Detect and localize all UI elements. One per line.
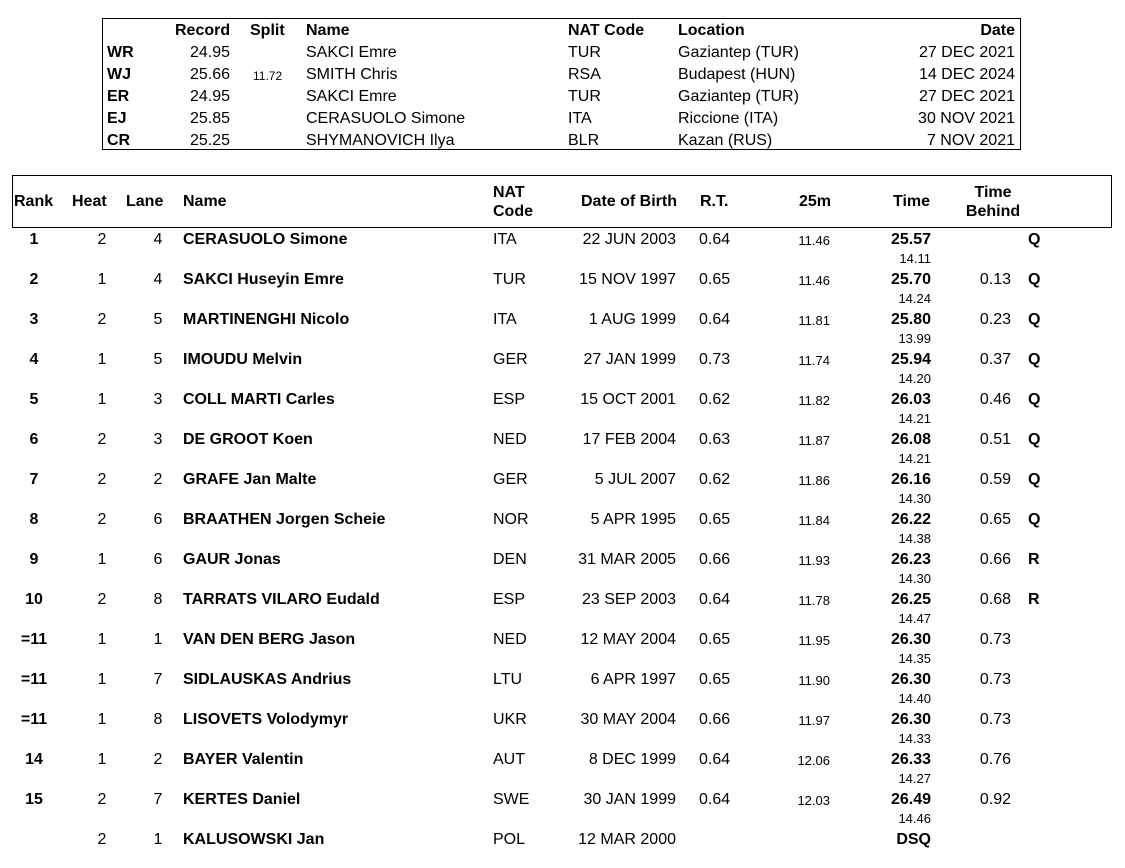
result-behind: 0.65	[979, 511, 1011, 528]
record-name: SMITH Chris	[306, 66, 398, 83]
result-row	[0, 708, 1125, 748]
result-row	[0, 228, 1125, 268]
result-dob: 12 MAR 2000	[578, 831, 676, 848]
result-row	[0, 668, 1125, 708]
result-dob: 12 MAY 2004	[580, 631, 676, 648]
result-rt: 0.64	[699, 231, 731, 248]
result-name: KERTES Daniel	[183, 791, 301, 808]
result-time: 26.03	[890, 391, 931, 408]
result-split: 11.46	[798, 273, 830, 288]
result-name: VAN DEN BERG Jason	[183, 631, 356, 648]
result-rt: 0.63	[699, 431, 731, 448]
result-rt: 0.73	[699, 351, 731, 368]
result-dob: 5 APR 1995	[590, 511, 676, 528]
record-location: Kazan (RUS)	[678, 132, 773, 149]
result-heat: 2	[97, 431, 107, 448]
header-nat-line2: Code	[493, 203, 533, 220]
result-second: 14.11	[899, 251, 931, 266]
result-rank: 8	[29, 511, 39, 528]
result-rt: 0.64	[699, 311, 731, 328]
result-nat: ITA	[493, 311, 517, 328]
result-behind: 0.92	[979, 791, 1011, 808]
result-second: 13.99	[898, 331, 931, 346]
result-name: BRAATHEN Jorgen Scheie	[183, 511, 386, 528]
record-location: Budapest (HUN)	[678, 66, 796, 83]
result-time: 25.70	[890, 271, 931, 288]
result-row	[0, 588, 1125, 628]
result-q: Q	[1028, 471, 1041, 488]
result-behind: 0.59	[979, 471, 1011, 488]
result-split: 11.97	[798, 713, 830, 728]
result-heat: 2	[97, 471, 107, 488]
result-rt: 0.66	[699, 551, 731, 568]
result-behind: 0.73	[979, 711, 1011, 728]
header-split: 25m	[799, 193, 832, 210]
result-q: Q	[1028, 271, 1041, 288]
result-time: 26.16	[890, 471, 931, 488]
header-name: Name	[183, 193, 227, 210]
result-dob: 1 AUG 1999	[588, 311, 676, 328]
record-code: WR	[107, 44, 134, 61]
result-name: CERASUOLO Simone	[183, 231, 348, 248]
result-rank: =11	[20, 671, 48, 688]
result-second: 14.38	[898, 531, 931, 546]
result-q: Q	[1028, 351, 1041, 368]
records-table	[102, 18, 1021, 150]
result-behind: 0.13	[979, 271, 1011, 288]
result-time: 26.23	[890, 551, 931, 568]
result-row	[0, 748, 1125, 788]
result-split: 11.74	[798, 353, 830, 368]
result-nat: DEN	[493, 551, 527, 568]
records-header-location: Location	[678, 22, 745, 39]
result-second: 14.30	[898, 491, 931, 506]
record-date: 7 NOV 2021	[926, 132, 1015, 149]
header-behind-line1: Time	[974, 184, 1012, 201]
result-time: 25.94	[890, 351, 931, 368]
result-nat: NOR	[493, 511, 529, 528]
header-rank: Rank	[14, 193, 54, 210]
result-split: 11.46	[798, 233, 830, 248]
result-dob: 30 JAN 1999	[583, 791, 676, 808]
record-record: 25.66	[189, 66, 230, 83]
result-behind: 0.46	[979, 391, 1011, 408]
result-row	[0, 268, 1125, 308]
result-rank: 5	[29, 391, 39, 408]
result-lane: 1	[153, 631, 163, 648]
records-header-name: Name	[306, 22, 350, 39]
result-lane: 7	[153, 791, 163, 808]
result-name: LISOVETS Volodymyr	[183, 711, 349, 728]
header-lane: Lane	[126, 193, 164, 210]
result-nat: GER	[493, 351, 528, 368]
result-heat: 1	[97, 271, 107, 288]
result-rt: 0.62	[699, 391, 731, 408]
result-name: GAUR Jonas	[183, 551, 281, 568]
record-nat: BLR	[568, 132, 600, 149]
result-row	[0, 348, 1125, 388]
result-nat: NED	[493, 631, 527, 648]
result-split: 12.03	[797, 793, 830, 808]
result-dob: 8 DEC 1999	[588, 751, 676, 768]
result-split: 11.86	[798, 473, 830, 488]
record-location: Riccione (ITA)	[678, 110, 779, 127]
result-row	[0, 788, 1125, 828]
result-name: IMOUDU Melvin	[183, 351, 303, 368]
header-rt: R.T.	[700, 193, 729, 210]
result-split: 11.78	[798, 593, 830, 608]
result-rank: 10	[25, 591, 43, 608]
result-q: Q	[1028, 431, 1041, 448]
result-rank: =11	[20, 631, 48, 648]
result-dob: 22 JUN 2003	[582, 231, 676, 248]
result-split: 11.82	[798, 393, 830, 408]
result-dob: 30 MAY 2004	[580, 711, 676, 728]
result-lane: 4	[153, 231, 163, 248]
result-name: KALUSOWSKI Jan	[183, 831, 325, 848]
result-dob: 15 OCT 2001	[580, 391, 676, 408]
result-heat: 2	[97, 831, 107, 848]
record-name: SAKCI Emre	[306, 44, 397, 61]
result-heat: 2	[97, 791, 107, 808]
result-lane: 5	[153, 311, 163, 328]
result-q: Q	[1028, 511, 1041, 528]
result-heat: 1	[97, 551, 107, 568]
record-row	[103, 42, 1020, 64]
result-name: DE GROOT Koen	[183, 431, 313, 448]
result-nat: ITA	[493, 231, 517, 248]
result-lane: 3	[153, 431, 163, 448]
result-second: 14.33	[898, 731, 931, 746]
record-code: WJ	[107, 66, 131, 83]
result-second: 14.24	[898, 291, 931, 306]
result-dob: 31 MAR 2005	[578, 551, 676, 568]
result-heat: 2	[97, 591, 107, 608]
result-behind: 0.37	[979, 351, 1011, 368]
record-location: Gaziantep (TUR)	[678, 88, 799, 105]
result-name: SIDLAUSKAS Andrius	[183, 671, 352, 688]
result-q: Q	[1028, 231, 1041, 248]
result-row	[0, 828, 1125, 868]
record-row	[103, 64, 1020, 86]
result-q: R	[1028, 551, 1040, 568]
result-lane: 6	[153, 511, 163, 528]
record-name: CERASUOLO Simone	[306, 110, 466, 127]
result-name: COLL MARTI Carles	[183, 391, 335, 408]
result-rank: 1	[29, 231, 39, 248]
result-row	[0, 508, 1125, 548]
header-time: Time	[893, 193, 931, 210]
result-lane: 2	[153, 751, 163, 768]
result-name: BAYER Valentin	[183, 751, 304, 768]
result-time: 26.30	[890, 631, 931, 648]
header-dob: Date of Birth	[581, 193, 677, 210]
result-behind: 0.23	[979, 311, 1011, 328]
result-row	[0, 468, 1125, 508]
record-row	[103, 130, 1020, 152]
result-time: 26.22	[890, 511, 931, 528]
result-time: 26.33	[890, 751, 931, 768]
result-second: 14.30	[898, 571, 931, 586]
result-heat: 2	[97, 231, 107, 248]
result-lane: 4	[153, 271, 163, 288]
result-rank: 15	[25, 791, 43, 808]
records-header	[103, 20, 1020, 42]
result-rank: =11	[20, 711, 48, 728]
result-time: 25.57	[890, 231, 931, 248]
result-second: 14.21	[898, 411, 931, 426]
result-split: 11.95	[798, 633, 830, 648]
result-lane: 7	[153, 671, 163, 688]
result-rt: 0.62	[699, 471, 731, 488]
result-lane: 8	[153, 711, 163, 728]
result-split: 11.87	[798, 433, 830, 448]
result-nat: TUR	[493, 271, 526, 288]
result-second: 14.47	[898, 611, 931, 626]
result-nat: POL	[493, 831, 526, 848]
result-dob: 15 NOV 1997	[579, 271, 676, 288]
result-nat: UKR	[493, 711, 527, 728]
record-split: 11.72	[253, 69, 283, 83]
record-record: 24.95	[189, 44, 230, 61]
result-name: GRAFE Jan Malte	[183, 471, 317, 488]
result-rt: 0.65	[699, 671, 731, 688]
record-code: CR	[107, 132, 131, 149]
record-nat: RSA	[568, 66, 601, 83]
result-second: 14.35	[898, 651, 931, 666]
result-dob: 27 JAN 1999	[583, 351, 676, 368]
result-time: 26.30	[890, 671, 931, 688]
header-behind-line2: Behind	[965, 203, 1021, 220]
result-rt: 0.65	[699, 511, 731, 528]
result-heat: 1	[97, 751, 107, 768]
result-split: 11.81	[798, 313, 830, 328]
record-nat: TUR	[568, 44, 601, 61]
result-split: 12.06	[797, 753, 830, 768]
result-lane: 6	[153, 551, 163, 568]
result-q: Q	[1028, 391, 1041, 408]
result-rank: 3	[29, 311, 39, 328]
result-second: 14.46	[898, 811, 931, 826]
records-header-split: Split	[250, 22, 285, 39]
result-time: 26.08	[890, 431, 931, 448]
record-record: 25.85	[189, 110, 230, 127]
result-name: MARTINENGHI Nicolo	[183, 311, 350, 328]
result-heat: 2	[97, 511, 107, 528]
result-rank: 14	[25, 751, 43, 768]
result-time: DSQ	[896, 831, 931, 848]
result-nat: NED	[493, 431, 527, 448]
result-behind: 0.73	[979, 631, 1011, 648]
result-heat: 1	[97, 391, 107, 408]
result-second: 14.21	[898, 451, 931, 466]
header-nat-line1: NAT	[493, 184, 525, 201]
result-nat: AUT	[493, 751, 525, 768]
result-heat: 2	[97, 311, 107, 328]
result-rt: 0.65	[699, 271, 731, 288]
result-behind: 0.76	[979, 751, 1011, 768]
result-time: 26.49	[890, 791, 931, 808]
result-rank: 7	[29, 471, 39, 488]
result-rt: 0.66	[699, 711, 731, 728]
result-second: 14.27	[898, 771, 931, 786]
record-date: 27 DEC 2021	[918, 88, 1015, 105]
result-row	[0, 308, 1125, 348]
record-date: 14 DEC 2024	[918, 66, 1015, 83]
result-time: 26.30	[890, 711, 931, 728]
results-header	[12, 175, 1112, 228]
result-second: 14.20	[898, 371, 931, 386]
record-date: 27 DEC 2021	[918, 44, 1015, 61]
records-header-nat: NAT Code	[568, 22, 645, 39]
result-heat: 1	[97, 631, 107, 648]
result-nat: LTU	[493, 671, 523, 688]
header-heat: Heat	[72, 193, 107, 210]
result-second: 14.40	[898, 691, 931, 706]
records-header-record: Record	[175, 22, 231, 39]
result-row	[0, 628, 1125, 668]
result-rank: 4	[29, 351, 39, 368]
result-dob: 23 SEP 2003	[581, 591, 676, 608]
result-behind: 0.73	[979, 671, 1011, 688]
record-nat: TUR	[568, 88, 601, 105]
records-header-date: Date	[980, 22, 1015, 39]
result-behind: 0.66	[979, 551, 1011, 568]
result-dob: 5 JUL 2007	[594, 471, 676, 488]
record-date: 30 NOV 2021	[918, 110, 1015, 127]
record-name: SHYMANOVICH Ilya	[306, 132, 455, 149]
result-lane: 1	[153, 831, 163, 848]
result-time: 25.80	[890, 311, 931, 328]
result-lane: 3	[153, 391, 163, 408]
result-rank: 2	[29, 271, 39, 288]
result-heat: 1	[97, 671, 107, 688]
result-row	[0, 428, 1125, 468]
result-q: R	[1028, 591, 1040, 608]
result-rank: 9	[29, 551, 39, 568]
result-time: 26.25	[890, 591, 931, 608]
result-split: 11.84	[798, 513, 830, 528]
result-behind: 0.68	[979, 591, 1011, 608]
result-nat: SWE	[493, 791, 530, 808]
result-split: 11.93	[798, 553, 830, 568]
result-lane: 2	[153, 471, 163, 488]
result-nat: GER	[493, 471, 528, 488]
result-row	[0, 548, 1125, 588]
result-name: SAKCI Huseyin Emre	[183, 271, 344, 288]
record-code: EJ	[107, 110, 127, 127]
record-code: ER	[107, 88, 130, 105]
result-name: TARRATS VILARO Eudald	[183, 591, 380, 608]
result-nat: ESP	[493, 391, 526, 408]
result-behind: 0.51	[979, 431, 1011, 448]
result-rt: 0.65	[699, 631, 731, 648]
result-lane: 8	[153, 591, 163, 608]
record-nat: ITA	[568, 110, 592, 127]
result-dob: 6 APR 1997	[590, 671, 676, 688]
record-row	[103, 108, 1020, 130]
record-row	[103, 86, 1020, 108]
result-heat: 1	[97, 351, 107, 368]
result-dob: 17 FEB 2004	[582, 431, 676, 448]
result-rt: 0.64	[699, 791, 731, 808]
result-rt: 0.64	[699, 751, 731, 768]
result-heat: 1	[97, 711, 107, 728]
result-lane: 5	[153, 351, 163, 368]
result-rt: 0.64	[699, 591, 731, 608]
record-location: Gaziantep (TUR)	[678, 44, 799, 61]
result-rank: 6	[29, 431, 39, 448]
result-nat: ESP	[493, 591, 526, 608]
record-name: SAKCI Emre	[306, 88, 397, 105]
result-q: Q	[1028, 311, 1041, 328]
record-record: 24.95	[189, 88, 230, 105]
result-split: 11.90	[798, 673, 830, 688]
result-row	[0, 388, 1125, 428]
record-record: 25.25	[189, 132, 230, 149]
